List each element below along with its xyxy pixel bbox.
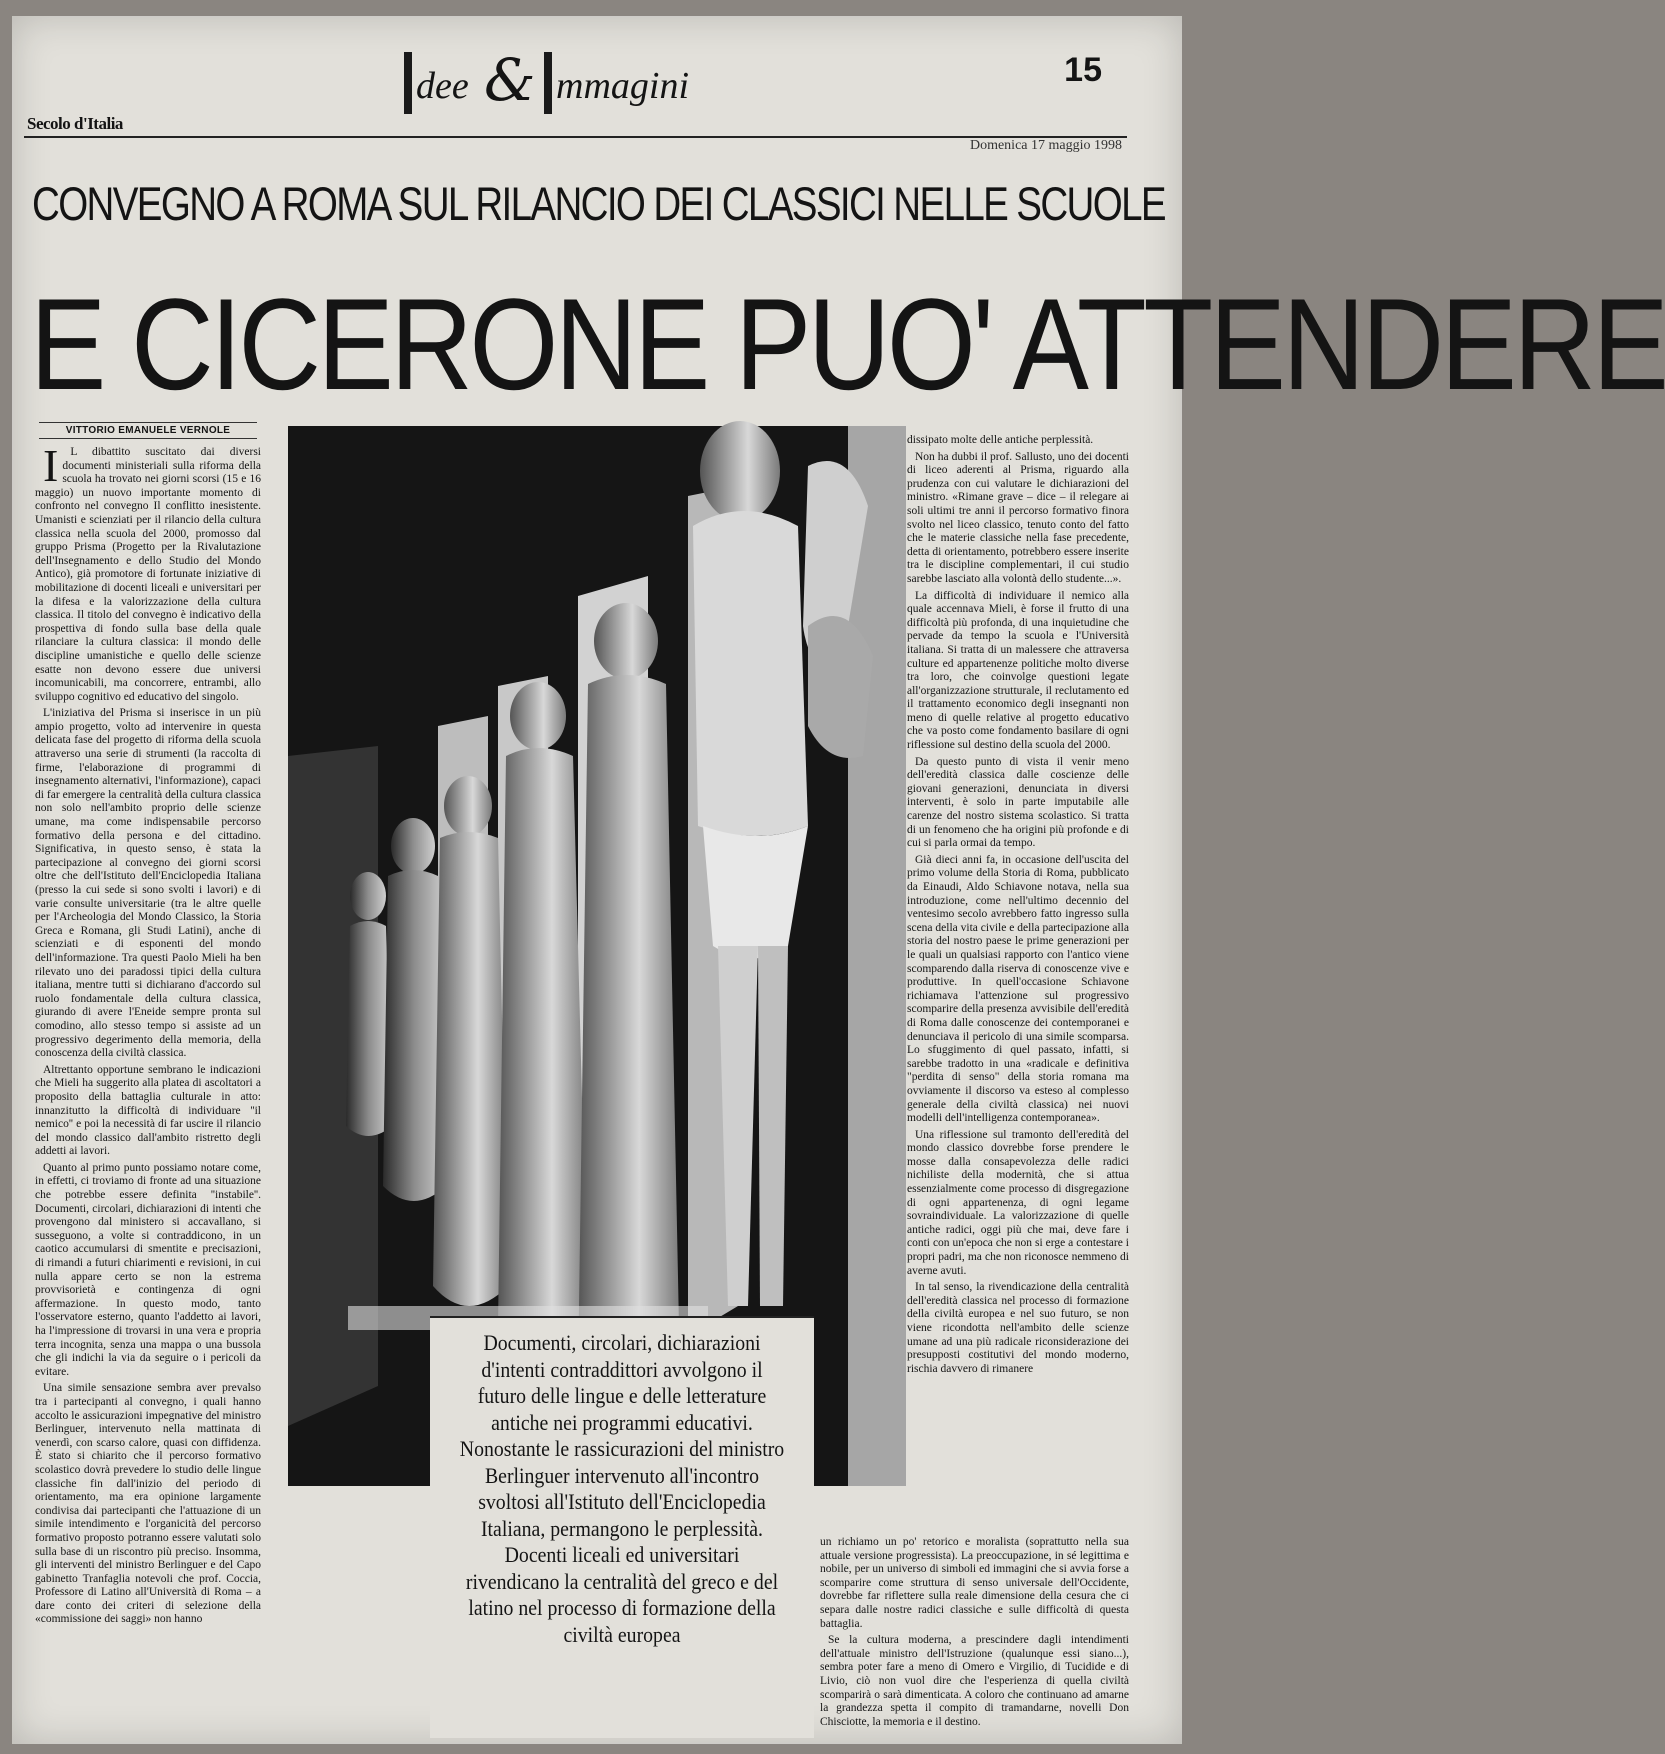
paragraph: Una simile sensazione sembra aver prevalso tra i partecipanti al convegno, i quali hanno accolto le assicurazioni impegnative del ministro Berlinguer, intervenuto nella mattinata di venerdì, con scarso calore, quasi con diffidenza. È stato si chiarito che il percorso formativo scolastico dovrà prevedere lo studio delle lingue classiche fin dall'inizio del periodo di orientamento, ma era opinione largamente condivisa dai partecipanti che l'attuazione di un simile intendimento e l'organicità del percorso formativo proposto potranno essere valutati solo sulla base di un riscontro più preciso. Insomma, gli interventi del ministro Berlinguer e del Capo gabinetto Tranfaglia notevoli che prof. Coccia, Professore di Latino all'Università di Roma – a dare conto dei criteri di selezione della «commissione dei saggi» non hanno (35, 1382, 261, 1626)
byline: VITTORIO EMANUELE VERNOLE (39, 422, 257, 439)
paragraph: Una riflessione sul tramonto dell'eredità del mondo classico dovrebbe forse prendere le mosse dalla consapevolezza delle radici nichiliste della modernità, che si attua essenzialmente come processo di disgregazione di ogni appartenenza, di ogni legame sovraindividuale. La valorizzazione di quelle antiche radici, oggi più che mai, deve fare i conti con un'epoca che non si erge a contestare i propri padri, ma che non riconosce nemmeno di averne avuti. (907, 1128, 1129, 1277)
page-number: 15 (1064, 51, 1102, 89)
kicker-headline: CONVEGNO A ROMA SUL RILANCIO DEI CLASSICI NELLE SCUOLE (32, 177, 1165, 230)
paragraph: L'iniziativa del Prisma si inserisce in un più ampio progetto, volto ad intervenire in questa delicata fase del progetto di riforma della scuola attraverso una serie di strumenti (la raccolta di firme, l'elaborazione di programmi di insegnamento alternativi, l'informazione), capaci di far emergere la centralità della cultura classica non solo nell'ambito proprio delle scienze umane, ma come indispensabile percorso formativo della persona e del cittadino. Significativa, in questo senso, è stata la partecipazione al convegno dei giorni scorsi oltre che dell'Istituto dell'Enciclopedia Italiana (presso la cui sede si sono svolti i lavori) e di varie consulte universitarie (tra le altre quelle per l'Archeologia del Mondo Classico, la Storia Greca e Romana, gli Studi Latini), anche di scienziati e di esponenti del mondo dell'informazione. Tra questi Paolo Mieli ha ben rilevato uno dei paradossi tipici della cultura italiana, mentre tutti si dichiarano d'accordo sul ruolo fondamentale della cultura classica, giurando di avere l'Eneide sempre pronta sul comodino, allo stesso tempo si assiste ad un progressivo degerimento della memoria, della conoscenza della civiltà classica. (35, 707, 261, 1060)
article-column-1 (35, 440, 261, 1731)
section-title-part1: dee (416, 65, 469, 107)
masthead: Secolo d'Italia (27, 114, 123, 133)
article-column-1-continued (260, 1316, 428, 1736)
newspaper-page (12, 16, 1665, 1744)
section-bar-left (404, 52, 412, 114)
article-column-2 (907, 434, 1129, 1534)
main-headline: E CICERONE PUO' ATTENDERE (30, 271, 1665, 417)
paragraph: dissipato molte delle antiche perplessità. (907, 434, 1094, 446)
section-header (404, 46, 764, 122)
caption-box (430, 1316, 814, 1738)
paragraph: La difficoltà di individuare il nemico alla quale accennava Mieli, è forse il frutto di una difficoltà più profonda, di una inquietudine che pervade da tempo la scuola e l'Università italiana. Si tratta di un malessere che attraversa culture ed appartenenze politiche molto diverse tra loro, che coinvolge questioni legate all'organizzazione strutturale, il reclutamento ed il trattamento economico degli insegnanti non meno di quelle relative al progetto educativo che va posto come fondamento basilare di ogni riflessione sul destino della scuola del 2000. (907, 589, 1129, 752)
section-title-part2: mmagini (556, 65, 689, 107)
paragraph: Non ha dubbi il prof. Sallusto, uno dei docenti di liceo aderenti al Prisma, riguardo alla prudenza con cui valutare le dichiarazioni del ministro. «Rimane grave – dice – il relegare ai soli ultimi tre anni il percorso formativo finora svolto nel liceo classico, tenuto conto del fatto che le materie classiche nella fase precedente, detta di orientamento, potrebbero essere inserite tra le discipline complementari, il cui studio sarebbe lasciato alla volontà dello studente...». (907, 450, 1129, 585)
ampersand: & (484, 46, 536, 114)
article-column-3 (820, 1536, 1129, 1741)
issue-date: Domenica 17 maggio 1998 (969, 138, 1122, 153)
paragraph: IL dibattito suscitato dai diversi documenti ministeriali sulla riforma della scuola ha trovato nei giorni scorsi (15 e 16 maggio) un nuovo importante momento di confronto nel convegno Il conflitto inesistente. Umanisti e scienziati per il rilancio della cultura classica nella scuola del 2000, promosso dal gruppo Prisma (Progetto per la Rivalutazione dell'Insegnamento e dello Studio del Mondo Antico), già promotore di fortunate iniziative di mobilitazione di docenti liceali e universitari per la difesa e la valorizzazione della cultura classica. Il titolo del convegno è indicativo della prospettiva di fondo sulla base della quale rilanciare la cultura classica: il mondo delle discipline umanistiche e quello delle scienze esatte non devono essere due universi incomunicabili, ma concorrere, entrambi, allo sviluppo cognitivo ed educativo del singolo. (35, 440, 261, 703)
section-bar-right (544, 52, 552, 114)
paragraph: Già dieci anni fa, in occasione dell'uscita del primo volume della Storia di Roma, pubblicato da Einaudi, Aldo Schiavone notava, nella sua introduzione, come nell'ultimo decennio del ventesimo secolo avrebbero fatto ingresso sulla scena della vita civile e della partecipazione alla storia del nostro paese le prime generazioni per le quali un qualsiasi rapporto con l'antico viene scomparendo dalla riserva di conoscenze vive e produttive. In quell'occasione Schiavone richiamava l'attenzione sul progressivo scomparire della presenza avvisibile dell'eredità di Roma dalle conoscenze dei contemporanei e denunciava il pericolo di una simile scomparsa. Lo sfuggimento di quel passato, infatti, si sarebbe tradotto in una «radicale e definitiva "perdita di senso" della storia romana ma ovviamente il discorso va esteso al complesso generale della civiltà classica) nei nuovi modelli dell'intelligenza contemporanea». (907, 853, 1129, 1125)
top-rule (24, 136, 1127, 138)
paragraph: Altrettanto opportune sembrano le indicazioni che Mieli ha suggerito alla platea di ascoltatori a proposito della battaglia culturale in atto: innanzitutto la difficoltà di individuare ''il nemico'' e poi la necessità di far uscire il rilancio del mondo classico dall'ambito ristretto degli addetti ai lavori. (35, 1063, 261, 1158)
paragraph: Se la cultura moderna, a prescindere dagli intendimenti dell'attuale ministro dell'Istruzione (qualunque essi siano...), sembra poter fare a meno di Omero e Virgilio, di Tucidide e di Livio, ciò non vuol dire che l'esperienza di quella civiltà scomparirà o sarà dimenticata. A coloro che continuano ad amarne la grandezza spetta il compito di tramandarne, novelli Don Chisciotte, la memoria e il destino. (820, 1634, 1129, 1728)
photo-caption: Documenti, circolari, dichiarazioni d'intenti contraddittori avvolgono il futuro delle lingue e delle letterature antiche nei programmi educativi. Nonostante le rassicurazioni del ministro Berlinguer intervenuto all'incontro svoltosi all'Istituto dell'Enciclopedia Italiana, permangono le perplessità. Docenti liceali ed universitari rivendicano la centralità del greco e del latino nel processo di formazione della civiltà europea (459, 1330, 785, 1647)
paragraph: In tal senso, la rivendicazione della centralità dell'eredità classica nel processo di formazione della civiltà europea e nel suo futuro, se non viene ricondotta nell'ambito delle scienze umane ad una più radicale riconsiderazione dei presupposti costitutivi del mondo moderno, rischia davvero di rimanere (907, 1281, 1129, 1375)
paragraph: un richiamo un po' retorico e moralista (soprattutto nella sua attuale versione progressista). La preoccupazione, in sé legittima e nobile, per un universo di simboli ed immagini che si avvia forse a scomparire come struttura di senso universale dell'Occidente, dovrebbe far riflettere sulla reale dimensione della cesura che ci separa dalle nostre radici classiche e sulle difficoltà di questa battaglia. (820, 1536, 1129, 1630)
paragraph: Da questo punto di vista il venir meno dell'eredità classica dalle coscienze delle giovani generazioni, denunciata in diversi interventi, è solo in parte imputabile alle carenze del nostro sistema scolastico. Si tratta di un fenomeno che ha origini più profonde e di cui si parla ormai da tempo. (907, 755, 1129, 850)
paragraph: Quanto al primo punto possiamo notare come, in effetti, ci troviamo di fronte ad una situazione che potrebbe essere definita ''instabile''. Documenti, circolari, dichiarazioni di intenti che provengono dal ministero si accavallano, si susseguono, a volte si contraddicono, in un caotico accumularsi di smentite e precisazioni, di rimandi a futuri chiarimenti e revisioni, in cui nulla appare certo se non la estrema provvisorietà e contingenza di ogni affermazione. In questo modo, tanto l'osservatore esterno, quanto l'addetto ai lavori, ha l'impressione di trovarsi in una vera e propria terra incognita, senza una mappa o una bussola che gli indichi la via da seguire o i pericoli da evitare. (35, 1161, 261, 1378)
